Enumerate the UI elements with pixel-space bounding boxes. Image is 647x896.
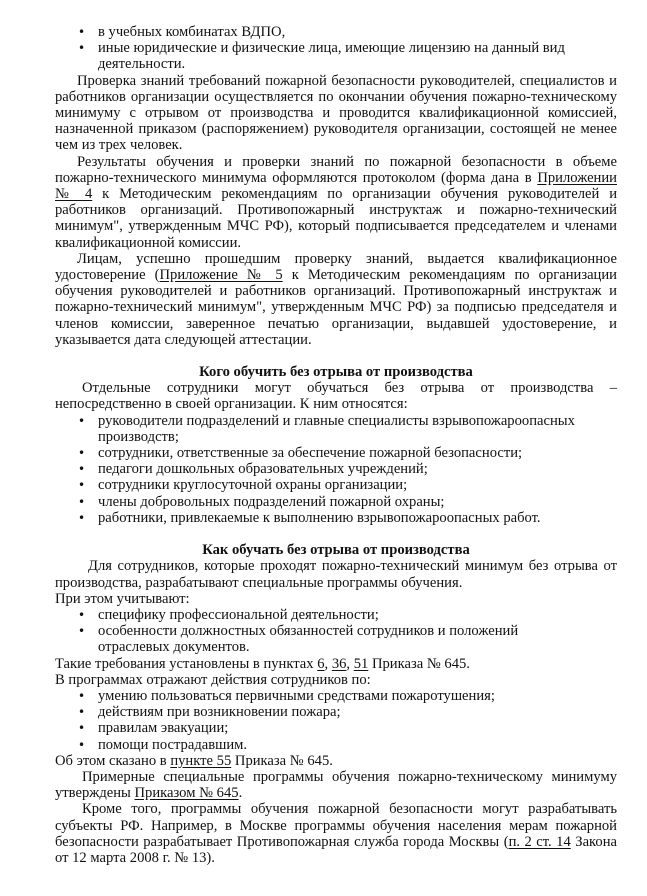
list-item: • особенности должностных обязанностей сотрудников и положений отраслевых документов. <box>55 623 617 655</box>
section-who-intro: Отдельные сотрудники могут обучаться без отрыва от производства – непосредственно в своей организации. К ним относятся: <box>55 380 617 413</box>
list-item: • действиям при возникновении пожара; <box>55 704 617 720</box>
list-item: • сотрудники круглосуточной охраны организации; <box>55 477 617 493</box>
section-heading-how: Как обучать без отрыва от производства <box>202 542 470 559</box>
requirements-paragraph: Такие требования установлены в пунктах 6, 36, 51 Приказа № 645. <box>55 655 470 672</box>
consider-list <box>55 607 617 656</box>
appendix-4-link[interactable]: Приложении № 4 <box>55 169 617 203</box>
list-item: • умению пользоваться первичными средствами пожаротушения; <box>55 688 617 704</box>
list-item: • помощи пострадавшим. <box>55 737 617 753</box>
list-item: • правилам эвакуации; <box>55 720 617 736</box>
programs-list <box>55 688 617 753</box>
source-paragraph: Об этом сказано в пункте 55 Приказа № 645. <box>55 752 333 769</box>
who-list <box>55 413 617 526</box>
list-item: • педагоги дошкольных образовательных учреждений; <box>55 461 617 477</box>
programs-label: В программах отражают действия сотрудников по: <box>55 671 371 688</box>
knowledge-check-paragraph: Проверка знаний требований пожарной безопасности руководителей, специалистов и работников организации осуществляется по окончании обучения пожарно-техническому минимуму с отрывом от производства и проводится квалификационной комиссией, назначенной приказом (распоряжением) руководителя организации, состоящей не менее чем из трех человек. <box>55 72 617 154</box>
consider-label: При этом учитывают: <box>55 590 190 607</box>
list-item: • специфику профессиональной деятельности; <box>55 607 617 623</box>
point-36-link[interactable]: 36 <box>331 655 347 672</box>
list-item: • иные юридические и физические лица, имеющие лицензию на данный вид деятельности. <box>55 40 617 72</box>
list-item: • сотрудники, ответственные за обеспечение пожарной безопасности; <box>55 445 617 461</box>
list-item: • работники, привлекаемые к выполнению взрывопожароопасных работ. <box>55 510 617 526</box>
point-6-link[interactable]: 6 <box>317 655 325 672</box>
appendix-5-link[interactable]: Приложение № 5 <box>159 267 283 284</box>
point-55-link[interactable]: пункте 55 <box>170 752 232 769</box>
training-providers-list <box>55 24 617 73</box>
list-item: • в учебных комбинатах ВДПО, <box>55 24 617 40</box>
section-how-intro: Для сотрудников, которые проходят пожарно-технический минимум без отрыва от производства, разрабатывают специальные программы обучения. <box>55 558 617 591</box>
approved-paragraph: Примерные специальные программы обучения пожарно-техническому минимуму утверждены Приказом № 645. <box>55 768 617 802</box>
law-article-link[interactable]: п. 2 ст. 14 <box>508 833 571 850</box>
regions-paragraph: Кроме того, программы обучения пожарной безопасности могут разрабатывать субъекты РФ. Например, в Москве программы обучения населения мерам пожарной безопасности разрабатывает Противопожарная служба города Москвы (п. 2 ст. 14 Закона от 12 марта 2008 г. № 13). <box>55 801 617 866</box>
list-item: • руководители подразделений и главные специалисты взрывопожароопасных производств; <box>55 413 617 445</box>
point-51-link[interactable]: 51 <box>353 655 369 672</box>
section-heading-who: Кого обучить без отрыва от производства <box>199 364 473 381</box>
document-page <box>55 24 617 866</box>
results-paragraph: Результаты обучения и проверки знаний по пожарной безопасности в объеме пожарно-технического минимума оформляются протоколом (форма дана в Приложении № 4 к Методическим рекомендациям по организации обучения руководителей и работников организаций. Противопожарный инструктаж и пожарно-технический минимум", утвержденным МЧС РФ), который подписывается председателем и членами квалификационной комиссии. <box>55 153 617 251</box>
certificate-paragraph: Лицам, успешно прошедшим проверку знаний, выдается квалификационное удостоверение (Приложение № 5 к Методическим рекомендациям по организации обучения руководителей и работников организаций. Противопожарный инструктаж и пожарно-технический минимум", утвержденным МЧС РФ) за подписью председателя и членов комиссии, заверенное печатью организации, выдавшей удостоверение, и указывается дата следующей аттестации. <box>55 250 617 348</box>
order-645-link[interactable]: Приказом № 645 <box>134 785 239 802</box>
list-item: • члены добровольных подразделений пожарной охраны; <box>55 494 617 510</box>
